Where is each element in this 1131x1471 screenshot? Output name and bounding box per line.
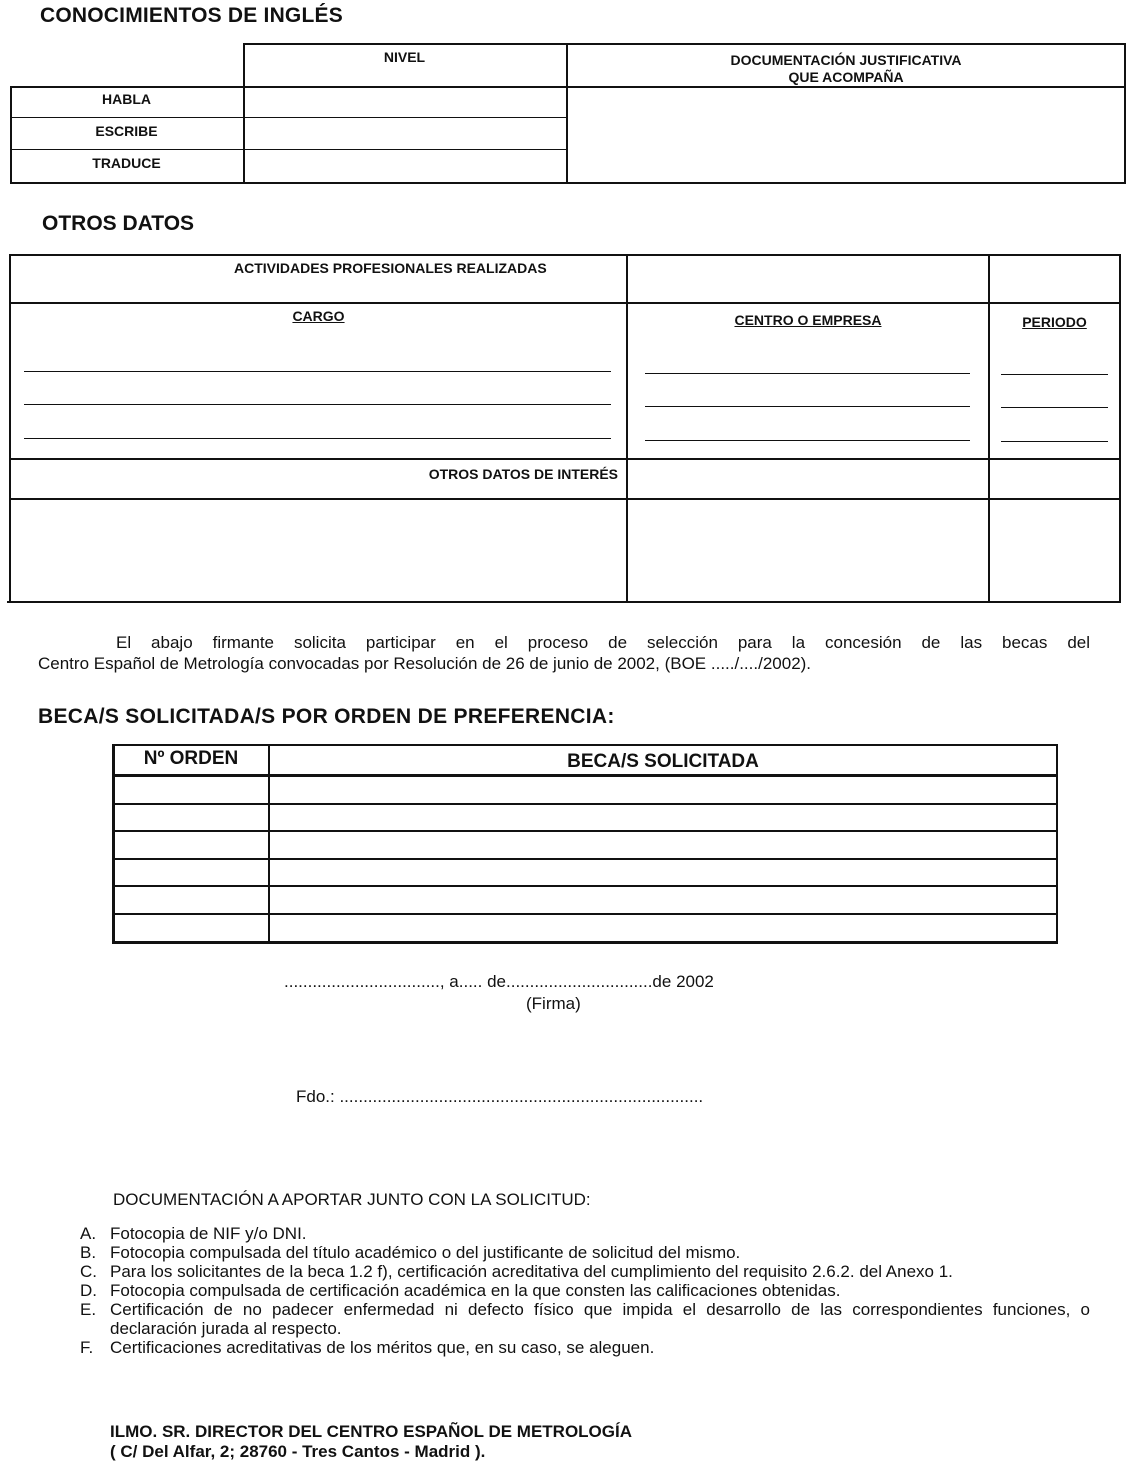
list-item: D. Fotocopia compulsada de certificación académica en la que consten las calificaciones obtenidas. bbox=[80, 1281, 841, 1300]
fdo-line[interactable]: Fdo.: ............................................................................. bbox=[296, 1087, 704, 1106]
documentacion-title: DOCUMENTACIÓN A APORTAR JUNTO CON LA SOLICITUD: bbox=[113, 1190, 591, 1209]
list-item: F. Certificaciones acreditativas de los méritos que, en su caso, se aleguen. bbox=[80, 1338, 655, 1357]
row-escribe: ESCRIBE bbox=[95, 123, 158, 139]
beca-row-6[interactable] bbox=[115, 915, 1055, 941]
row-habla: HABLA bbox=[102, 91, 151, 107]
traduce-nivel-field[interactable] bbox=[245, 151, 565, 181]
habla-nivel-field[interactable] bbox=[245, 88, 565, 116]
beca-row-1[interactable] bbox=[115, 777, 1055, 803]
fecha-line[interactable]: ................................., a..... de...............................de 2002 bbox=[284, 972, 714, 991]
beca-row-5[interactable] bbox=[115, 887, 1055, 913]
row-traduce: TRADUCE bbox=[92, 155, 161, 171]
cargo-line-1[interactable] bbox=[24, 371, 611, 372]
documentacion-field[interactable] bbox=[568, 88, 1123, 181]
centro-line-2[interactable] bbox=[645, 406, 970, 407]
documentacion-list bbox=[80, 1224, 1090, 1357]
periodo-line-2[interactable] bbox=[1001, 407, 1108, 408]
beca-row-3[interactable] bbox=[115, 832, 1055, 858]
section-title-becas: BECA/S SOLICITADA/S POR ORDEN DE PREFERENCIA: bbox=[38, 705, 615, 728]
list-item: C. Para los solicitantes de la beca 1.2 f), certificación acreditativa del cumplimiento del requisito 2.6.2. del Anexo 1. bbox=[80, 1262, 953, 1281]
list-item: B. Fotocopia compulsada del título académico o del justificante de solicitud del mismo. bbox=[80, 1243, 741, 1262]
centro-header: CENTRO O EMPRESA bbox=[734, 312, 882, 328]
centro-line-1[interactable] bbox=[645, 373, 970, 374]
list-item: E. Certificación de no padecer enfermedad ni defecto físico que impida el desarrollo de las correspondientes funciones, o declaración jurada al respecto. bbox=[80, 1300, 1090, 1338]
cargo-line-3[interactable] bbox=[24, 438, 611, 439]
otros-interes-label: OTROS DATOS DE INTERÉS bbox=[428, 466, 618, 482]
cargo-line-2[interactable] bbox=[24, 404, 611, 405]
cargo-header: CARGO bbox=[292, 308, 345, 324]
section-title-ingles: CONOCIMIENTOS DE INGLÉS bbox=[40, 4, 343, 27]
periodo-line-3[interactable] bbox=[1001, 441, 1108, 442]
destinatario: ILMO. SR. DIRECTOR DEL CENTRO ESPAÑOL DE METROLOGÍA ( C/ Del Alfar, 2; 28760 - Tres Cantos - Madrid ). bbox=[110, 1422, 632, 1461]
centro-line-3[interactable] bbox=[645, 440, 970, 441]
periodo-line-1[interactable] bbox=[1001, 374, 1108, 375]
escribe-nivel-field[interactable] bbox=[245, 119, 565, 148]
list-item: A. Fotocopia de NIF y/o DNI. bbox=[80, 1224, 307, 1243]
otros-interes-field[interactable] bbox=[11, 500, 625, 600]
declaracion-text: El abajo firmante solicita participar en el proceso de selección para la concesión de las becas del Centro Español de Metrología convocadas por Resolución de 26 de junio de 2002, (BOE ...../..../2002). bbox=[38, 633, 1090, 673]
col-orden: Nº ORDEN bbox=[143, 748, 239, 769]
beca-row-4[interactable] bbox=[115, 860, 1055, 885]
actividades-label: ACTIVIDADES PROFESIONALES REALIZADAS bbox=[234, 260, 547, 276]
periodo-header: PERIODO bbox=[1022, 314, 1087, 330]
col-nivel: NIVEL bbox=[383, 49, 426, 65]
col-beca: BECA/S SOLICITADA bbox=[567, 751, 759, 772]
section-title-otros: OTROS DATOS bbox=[42, 212, 195, 235]
col-documentacion: DOCUMENTACIÓN JUSTIFICATIVA QUE ACOMPAÑA bbox=[730, 52, 962, 85]
beca-row-2[interactable] bbox=[115, 805, 1055, 830]
firma-label: (Firma) bbox=[526, 994, 581, 1013]
